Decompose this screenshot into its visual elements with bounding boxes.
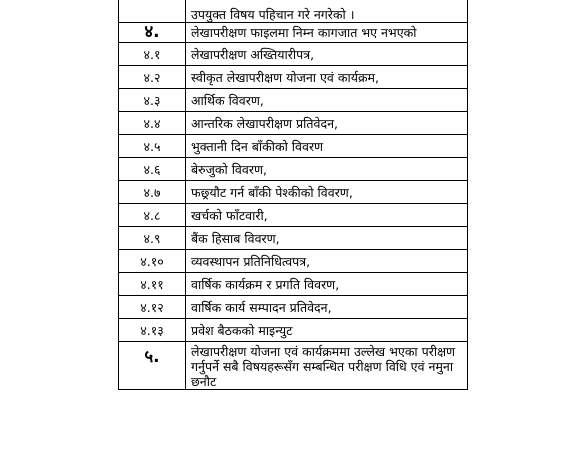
item-number: ४.८ bbox=[119, 204, 186, 227]
item-number: ४.१२ bbox=[119, 296, 186, 319]
table-row bbox=[119, 181, 468, 204]
table-row bbox=[119, 204, 468, 227]
table-row bbox=[119, 296, 468, 319]
table-row bbox=[119, 273, 468, 296]
item-number: ४.२ bbox=[119, 66, 186, 89]
checklist-document bbox=[118, 0, 468, 390]
section-heading: लेखापरीक्षण फाइलमा निम्न कागजात भए नभएको bbox=[186, 23, 468, 43]
item-text: भुक्तानी दिन बाँकीको विवरण bbox=[186, 135, 468, 158]
item-text: स्वीकृत लेखापरीक्षण योजना एवं कार्यक्रम, bbox=[186, 66, 468, 89]
item-text: लेखापरीक्षण अख्तियारीपत्र, bbox=[186, 43, 468, 66]
section-number: ४. bbox=[119, 23, 186, 43]
table-row bbox=[119, 89, 468, 112]
table-row-section-4 bbox=[119, 23, 468, 43]
item-text: व्यवस्थापन प्रतिनिधित्वपत्र, bbox=[186, 250, 468, 273]
item-number: ४.७ bbox=[119, 181, 186, 204]
table-row-section-5 bbox=[119, 342, 468, 390]
table-row bbox=[119, 250, 468, 273]
table-row bbox=[119, 319, 468, 342]
item-text: बैंक हिसाब विवरण, bbox=[186, 227, 468, 250]
row-text: उपयुक्त विषय पहिचान गरे नगरेको । bbox=[186, 0, 468, 23]
item-number: ४.१ bbox=[119, 43, 186, 66]
item-number: ४.१० bbox=[119, 250, 186, 273]
table-row bbox=[119, 158, 468, 181]
item-text: फछ्र्यौट गर्न बाँकी पेश्कीको विवरण, bbox=[186, 181, 468, 204]
row-number-empty bbox=[119, 0, 186, 23]
table-row bbox=[119, 66, 468, 89]
table-row bbox=[119, 43, 468, 66]
table-row bbox=[119, 227, 468, 250]
item-number: ४.५ bbox=[119, 135, 186, 158]
section-number: ५. bbox=[119, 342, 186, 390]
item-text: आर्थिक विवरण, bbox=[186, 89, 468, 112]
item-number: ४.११ bbox=[119, 273, 186, 296]
item-text: प्रवेश बैठकको माइन्युट bbox=[186, 319, 468, 342]
item-text: आन्तरिक लेखापरीक्षण प्रतिवेदन, bbox=[186, 112, 468, 135]
table-row-top bbox=[119, 0, 468, 23]
table-row bbox=[119, 135, 468, 158]
checklist-table bbox=[118, 0, 468, 390]
table-row bbox=[119, 112, 468, 135]
item-number: ४.३ bbox=[119, 89, 186, 112]
item-text: बेरुजुको विवरण, bbox=[186, 158, 468, 181]
item-text: वार्षिक कार्य सम्पादन प्रतिवेदन, bbox=[186, 296, 468, 319]
item-number: ४.९ bbox=[119, 227, 186, 250]
item-number: ४.४ bbox=[119, 112, 186, 135]
item-number: ४.६ bbox=[119, 158, 186, 181]
item-number: ४.१३ bbox=[119, 319, 186, 342]
item-text: खर्चको फाँटवारी, bbox=[186, 204, 468, 227]
item-text: वार्षिक कार्यक्रम र प्रगति विवरण, bbox=[186, 273, 468, 296]
section-heading: लेखापरीक्षण योजना एवं कार्यक्रममा उल्लेख भएका परीक्षण गर्नुपर्ने सबै विषयहरूसँग सम्बन्धित परीक्षण विधि एवं नमुना छनौट bbox=[186, 342, 468, 390]
